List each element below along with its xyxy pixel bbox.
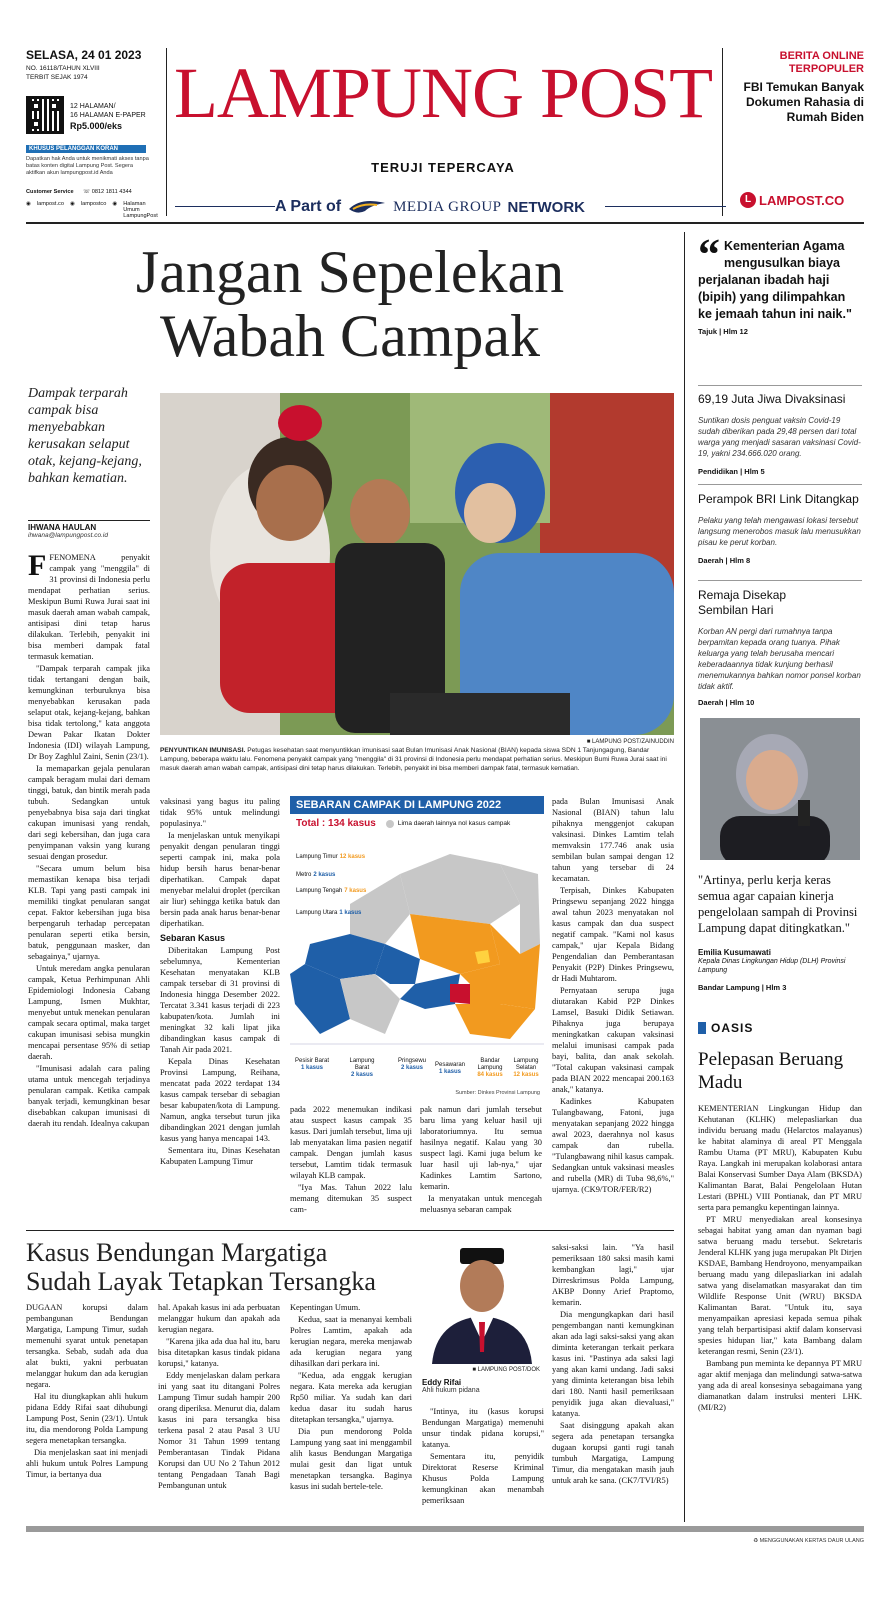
oasis-title: Pelepasan Beruang Madu <box>698 1049 844 1093</box>
second-headline: Kasus Bendungan Margatiga Sudah Layak Tetapkan Tersangka <box>26 1238 376 1296</box>
qr-code[interactable] <box>26 96 64 134</box>
sidebar-item-2[interactable]: Perampok BRI Link Ditangkap Pelaku yang telah mengawasi lokasi tersebut langsung menerobos masuk lalu menusukkan pisau ke perut korban. Daerah | Hlm 8 <box>698 492 861 565</box>
lampung-map <box>290 834 544 1054</box>
region-value: 1 kasus <box>300 1065 324 1071</box>
social-facebook-link[interactable]: Halaman Umum LampungPost <box>123 201 158 219</box>
subscriber-badge: KHUSUS PELANGGAN KORAN <box>26 145 146 153</box>
region-label-lampung-utara <box>296 910 361 917</box>
infographic-title: SEBARAN CAMPAK DI LAMPUNG 2022 <box>290 796 544 814</box>
dropcap: F <box>28 549 47 582</box>
region-value: 12 kasus <box>513 1072 539 1078</box>
region-name: Lampung Barat <box>349 1058 375 1071</box>
region-lampung-utara <box>400 854 520 924</box>
eddy-photo-credit: ■ LAMPUNG POST/DOK <box>472 1367 540 1373</box>
region-label-lampung-timur <box>296 854 365 861</box>
eddy-caption: Eddy Rifai Ahli hukum pidana <box>422 1378 480 1394</box>
sidebar-rule-3 <box>698 580 862 581</box>
subscriber-text: Dapatkan hak Anda untuk menikmati akses tanpa batas konten digital Lampung Post. Segera aktifkan akun lampungpost.id Anda <box>26 156 149 176</box>
region-label-lampung-tengah <box>296 888 366 895</box>
infographic-legend: Lima daerah lainnya nol kasus campak <box>397 820 511 827</box>
sidebar-item-1[interactable]: 69,19 Juta Jiwa Divaksinasi Suntikan dosis penguat vaksin Covid-19 sudah diberikan pada 29,48 persen dari total warga yang menjadi sasaran vaksinasi Covid-19, yakni 234.666.020 orang. Pendidikan | Hlm 5 <box>698 392 861 476</box>
oasis-body: KEMENTERIAN Lingkungan Hidup dan Kehutanan (KLHK) melepasliarkan dua individu beruang madu (Helarctos malayanus) ke habitat alaminya di areal PT Menggala Rambu Utama (PT MRU), Kabupaten Kubu Raya. Langkah ini merupakan kolaborasi antara Balai Konservasi Sumber Daya Alam (BKSDA) Kalimantan Barat, Balai Pengelolaan Hutan Lestari (BPHL) VIII Pontianak, dan PT MRU serta para pemangku kepentingan lainnya. PT MRU menyediakan areal konsesinya sebagai habitat yang aman dan nyaman bagi satwa beruang madu tersebut. Sekretaris Jenderal KLHK yang juga merupakan Plt Dirjen KSDAE, Bambang Hendroyono, menyampaikan beruang madu yang dilepasliarkan ini adalah satwa yang diselamatkan masyarakat dan tim Wildlife Response Unit (WRU) BKSDA Kalimantan Barat. "Untuk itu, saya menyampaikan apresiasi kepada semua pihak yang telah berpartisipasi aktif dalam konservasi spesies hidupan liar," kata Bambang dalam keterangan resmi, Senin (23/1). Bambang pun meminta ke depannya PT MRU agar aktif menjaga dan melindungi satwa-satwa yang ada di areal konsesinya sebagaimana yang diamanatkan dalam instruksi menteri LHK. (MI/R2) <box>698 1104 862 1412</box>
second-col-5: saksi-saksi lain. "Ya hasil pemeriksaan 180 saksi masih kami kembangkan lagi," ujar Dirreskrimsus Polda Lampung, AKBP Donny Arief Praptomo, kemarin. Dia mengungkapkan dari hasil pengembangan nanti kemungkinan akan ada lagi saksi-saksi yang akan diminta keterangan terkait perkara kasus ini. "Pastinya ada saksi lagi yang akan kami undang. Jadi saksi yang diminta keterangan bisa lebih dari 180. Nanti hasil pemeriksaan penyidik juga akan dievaluasi," katanya. Saat disinggung apakah akan segera ada penetapan tersangka dugaan korupsi ganti rugi tanah tumbuh Margatiga, Lampung Timur, dia mengatakan masih jauh untuk arah ke sana. (CK7/TVI/R5) <box>552 1243 674 1485</box>
region-name: Bandar Lampung <box>477 1058 503 1071</box>
infographic-total: Total : 134 kasus <box>296 818 376 829</box>
issue-since: TERBIT SEJAK 1974 <box>26 74 88 81</box>
region-name: Pesawaran <box>434 1062 466 1068</box>
region-value: 2 kasus <box>350 1072 374 1078</box>
facebook-icon: ◉ <box>112 201 118 207</box>
sidebar-item-3[interactable]: Remaja Disekap Sembilan Hari Korban AN pergi dari rumahnya tanpa berpamitan kepada orang tuanya. Pihak keluarga yang telah berusaha mencari keberadaannya tidak kunjung berhasil menemukannya bahkan nomor ponsel korban tidak aktif. Daerah | Hlm 10 <box>698 588 861 707</box>
main-headline: Jangan Sepelekan Wabah Campak <box>135 239 565 369</box>
region-label-pesawaran <box>430 1062 470 1076</box>
region-value: 7 kasus <box>344 888 367 894</box>
person-photo <box>700 718 860 860</box>
region-name: Lampung Utara <box>296 910 338 916</box>
page-count: 12 HALAMAN/ 16 HALAMAN E-PAPER Rp5.000/eks <box>70 103 146 131</box>
region-name: Pesisir Barat <box>294 1058 329 1064</box>
main-col-5: pada Bulan Imunisasi Anak Nasional (BIAN) tahun lalu pihaknya menggenjot cakupan vaksinasi. Dinkes Lamtim telah memvaksin 177.746 anak usia sembilan bulan sampai dengan 12 tahun yang tersebar di 24 kecamatan. Terpisah, Dinkes Kabupaten Pringsewu sepanjang 2022 hingga awal tahun 2023 menyatakan nol kasus campak dan dua suspect negatif campak. "Kami nol kasus campak," ujar Kepala Bidang Pengendalian dan Pemberantasan Penyakit (P2P) Dinkes Pringsewu, dr Hadi Muhtarom. Pernyataan serupa juga diutarakan Kabid P2P Dinkes Lamsel, Basuki Didik Setiawan. Pihaknya juga berupaya meningkatkan cakupan vaksinasi melalui imunisasi campak pada bayi, balita, dan anak sekolah. "Total cakupan vaksinasi campak pada BIAN 2022 mencapai 200.163 anak," katanya. Kadinkes Kabupaten Tulangbawang, Fatoni, juga menyatakan sepanjang 2022 hingga awal 2023, daerahnya nol kasus campak dan rubella. "Tulangbawang nihil kasus campak. Sedangkan untuk vaksinasi measles and rubella (MR) di Tuba 98,6%," ujarnya. (CK9/TOR/FER/R2) <box>552 797 674 1194</box>
photo-credit: ■ LAMPUNG POST/ZAINUDDIN <box>586 739 674 745</box>
person-quote: "Artinya, perlu kerja keras semua agar capaian kinerja pengelolaan sampah di Provinsi Lampung dapat ditingkatkan." Emilia Kusumawati Kepala Dinas Lingkungan Hidup (DLH) Provinsi Lampung Bandar Lampung | Hlm 3 <box>698 873 858 992</box>
recycle-icon: ♻ <box>753 1538 759 1544</box>
oasis-marker-icon <box>698 1022 706 1034</box>
web-icon: ◉ <box>26 201 31 207</box>
second-col-1: DUGAAN korupsi dalam pembangunan Bendungan Margatiga, Lampung Timur, sudah memenuhi syarat untuk penetapan tersangka. Sebab, sudah ada dua alat bukti, yakni perbuatan melanggar hukum dan ada kerugian negara. Hal itu diungkapkan ahli hukum pidana Eddy Rifai saat dihubungi Lampung Post, Senin (23/1). Untuk itu, dia mendorong Polda Lampung segera menetapkan tersangka. Dia menjelaskan saat ini menjadi ahli hukum untuk Polres Lampung Timur, ia bertanya dua <box>26 1303 148 1479</box>
phone-icon: ☏ <box>83 189 91 195</box>
logo[interactable]: LAMPUNG POST <box>173 53 713 133</box>
footer-note: ♻ MENGGUNAKAN KERTAS DAUR ULANG <box>753 1538 864 1544</box>
region-value: 84 kasus <box>477 1072 503 1078</box>
region-label-metro <box>296 872 335 879</box>
region-bandar-lampung <box>450 984 470 1004</box>
region-value: 1 kasus <box>438 1069 462 1075</box>
main-photo <box>160 393 674 735</box>
second-story-rule <box>26 1230 674 1231</box>
social-links <box>26 201 166 219</box>
online-headline: FBI Temukan Banyak Dokumen Rahasia di Rumah Biden <box>743 80 864 124</box>
region-value: 12 kasus <box>339 854 366 860</box>
region-label-lampung-barat <box>342 1058 382 1079</box>
second-col-4: "Intinya, itu (kasus korupsi Bendungan Margatiga) memenuhi unsur tindak pidana korupsi," katanya. Sementara itu, penyidik Direktorat Reserse Kriminal Khusus Polda Lampung kemungkinan akan menambah pemeriksaan <box>422 1407 544 1505</box>
sidebar-rule-1 <box>698 385 862 386</box>
region-way-kanan <box>350 874 410 944</box>
legend-swatch <box>386 820 394 828</box>
social-twitter-link[interactable]: lampostco <box>80 201 107 207</box>
region-name: Lampung Timur <box>296 854 338 860</box>
main-col-4: pak namun dari jumlah tersebut baru lima yang keluar hasil uji laboratoriumnya. Itu semua hasilnya negatif. Kalau yang 30 suspect lagi. Kami juga belum ke luar hasil uji lab-nya," ujar Kadinkes Lamtim Sartono, kemarin. Ia menyatakan untuk mencegah meluasnya sebaran campak <box>420 1105 542 1214</box>
region-label-bandar-lampung <box>470 1058 510 1079</box>
photo-caption: PENYUNTIKAN IMUNISASI. Petugas kesehatan saat menyuntikkan imunisasi saat Bulan Imunisasi Anak Nasional (BIAN) kepada siswa SDN 1 Tanjungagung, Bandar Lampung, beberapa waktu lalu. Fenomena penyakit campak yang "menggila" di 31 provinsi di Indonesia perlu mendapat perhatian serius. Meskipun Bumi Ruwa Jurai saat ini masuk daerah aman wabah campak, antisipasi dini tetap harus dilakukan. Terlebih, penyakit ini bisa memberi dampak fatal, termasuk kematian. <box>160 747 667 772</box>
region-value: 2 kasus <box>400 1065 424 1071</box>
eddy-photo <box>422 1242 540 1364</box>
twitter-icon: ◉ <box>69 201 75 207</box>
oasis-label: OASIS <box>698 1021 753 1035</box>
lampost-logo-icon: L <box>740 192 756 208</box>
region-name: Metro <box>296 872 312 878</box>
masthead-rule <box>26 222 864 224</box>
main-col-1: FFENOMENA penyakit campak yang "menggila" di 31 provinsi di Indonesia perlu mendapat perhatian serius. Meskipun Bumi Ruwa Jurai saat ini masuk daerah aman wabah campak, antisipasi dini tetap harus dilakukan. Terlebih, penyakit ini bisa memberi dampak fatal termasuk kematian. "Dampak terparah campak jika tidak tertangani dengan baik, kemungkinan terburuknya bisa menyebabkan kerusakan pada selaput otak, kejang-kejang, bahkan bisa tidak tertolong," kata anggota Dewan Pakar Ikatan Dokter Indonesia (IDI) wilayah Lampung, Dr Boy Zaghlul Zaini, Senin (23/1). Ia memaparkan gejala penularan campak beragam mulai dari demam tinggi, batuk, dan bintik merah pada tubuh. Sedangkan untuk penyebabnya bisa saja dari tingkat cakupan imunisasi yang rendah, dari segi kebersihan, dan juga cara penyimpanan vaksin yang kurang sesuai dengan prosedur. "Secara umum belum bisa memastikan kenapa bisa terjadi KLB. Tapi yang pasti campak ini memiliki tingkat penularan sangat cepat. Faktor kebersihan juga bisa berpengaruh terhadap percepatan penularan seperti etika bersin, batuk, penggunaan masker, dan sebagainya," ujarnya. Untuk meredam angka penularan campak, Ketua Perhimpunan Ahli Epidemiologi Indonesia Cabang Lampung, Ismen Mukhtar, menyebut untuk menekan penularan campak secara optimal, maka target cakupan imunisasi sebisa mungkin mencapai persentase 95% di setiap daerah. "Imunisasi adalah cara paling utama untuk mencegah terjadinya penularan campak. Ketika campak banyak terjadi, kemungkinan besar disebabkan cakupan imunisasi di daerah itu rendah. Idealnya cakupan <box>28 549 150 1128</box>
customer-service: Customer Service ☏ 0812 1811 4344 <box>26 189 132 195</box>
region-value: 1 kasus <box>339 910 362 916</box>
region-name: Lampung Tengah <box>296 888 343 894</box>
issue-date: SELASA, 24 01 2023 <box>26 48 142 62</box>
region-label-lampung-selatan <box>506 1058 546 1079</box>
author-byline: IHWANA HAULAN ihwana@lampungpost.co.id <box>28 520 150 539</box>
issue-edition: NO. 16118/TAHUN XLVIII <box>26 65 100 72</box>
media-group-eagle-icon <box>347 197 387 217</box>
region-name: Pringsewu <box>397 1058 426 1064</box>
infographic <box>290 796 544 1098</box>
quote-mark-icon: “ <box>698 230 720 279</box>
infographic-source: Sumber: Dinkes Provinsi Lampung <box>455 1090 540 1096</box>
masthead-left <box>26 48 156 218</box>
region-label-pesisir-barat <box>292 1058 332 1072</box>
main-col-2: vaksinasi yang bagus itu paling tidak 95% untuk melindungi populasinya." Ia menjelaskan untuk menyikapi penyakit dengan penularan tinggi seperti campak ini, maka pola hidup bersih harus benar-benar diperhatikan. Campak dapat menyebar melalui droplet (percikan air liur) sehingga ketika batuk dan bersin pada anak harus benar-benar diperhatikan. Sebaran Kasus Diberitakan Lampung Post sebelumnya, Kementerian Kesehatan menyatakan KLB campak tersebar di 31 provinsi di Indonesia hingga Desember 2022. Tercatat 3.341 kasus terjadi di 223 kabupaten/kota. Jumlah ini meningkat 32 kali lipat jika dibandingkan kasus campak di Tanah Air pada 2021. Kepala Dinas Kesehatan Provinsi Lampung, Reihana, mencatat pada 2022 terdapat 134 kasus campak tersebar di sebagian besar kabupaten/kota di Lampung. Namun, angka tersebut turun jika dibandingkan 2021 dengan jumlah kasus yang hanya mencapai 143. Sementara itu, Dinas Kesehatan Kabupaten Lampung Timur <box>160 797 280 1166</box>
region-value: 2 kasus <box>313 872 336 878</box>
second-col-2: hal. Apakah kasus ini ada perbuatan melanggar hukum dan apakah ada kerugian negara. "Karena jika ada dua hal itu, baru bisa ditetapkan kasus tindak pidana korupsi," katanya. Eddy menjelaskan dalam perkara ini yang saat itu ditangani Polres Lampung Timur sudah hampir 200 orang diperiksa. Menurut dia, dalam kasus ini para tersangka bisa terkena pasal 2 atau Pasal 3 UU Nomor 31 Tahun 1999 tentang Pemberantasan Tindak Pidana Korupsi dan UU No 2 Tahun 2012 tentang Pengadaan Tanah Bagi Pembangunan untuk <box>158 1303 280 1490</box>
main-col-3: pada 2022 menemukan indikasi atau suspect kasus campak 35 kasus. Dari jumlah tersebut, lima uji lab menyatakan lima pasien negatif campak. Dengan jumlah kasus tersebut, Lamtim tidak termasuk wilayah KLB campak. "Iya Mas. Tahun 2022 lalu memang ditemukan 35 suspect cam- <box>290 1105 412 1214</box>
subhead-sebaran: Sebaran Kasus <box>160 933 226 943</box>
tagline: TERUJI TEPERCAYA <box>371 160 515 175</box>
network-bar: A Part of MEDIA GROUP NETWORK <box>175 195 723 219</box>
second-col-3: Kepentingan Umum. Kedua, saat ia menanyai kembali Polres Lamtim, apakah ada kerugian negara, mereka menjawab ada kerugian negara yang dihasilkan dari perkara ini. "Kedua, ada enggak kerugian negara. Kata mereka ada kerugian Rp50 miliar. Ya sudah kan dari kedua dasar itu sudah harus ditetapkan tersangka," ujarnya. Dia pun mendorong Polda Lampung yang saat ini menggambil alih kasus Bendungan Margatiga mulai gesit dan ligat untuk menetapkan tersangka. Baginya kasus ini sudah bertele-tele. <box>290 1303 412 1491</box>
site-link[interactable]: L LAMPOST.CO <box>740 192 844 208</box>
region-name: Lampung Selatan <box>513 1058 539 1071</box>
online-popular[interactable]: BERITA ONLINE TERPOPULER FBI Temukan Banyak Dokumen Rahasia di Rumah Biden <box>734 50 864 125</box>
footer-bar <box>26 1526 864 1532</box>
sidebar-quote: “ Kementerian Agama mengusulkan biaya perjalanan ibadah haji (bipih) yang dilimpahkan ke jemaah tahun ini naik." Tajuk | Hlm 12 <box>698 230 852 336</box>
social-web-link[interactable]: lampost.co <box>36 201 64 207</box>
region-label-pringsewu <box>392 1058 432 1072</box>
main-deck: Dampak terparah campak bisa menyebabkan kerusakan selaput otak, kejang-kejang, bahkan kematian. <box>28 386 142 486</box>
sidebar-rule-2 <box>698 484 862 485</box>
sidebar-divider <box>684 232 685 1522</box>
